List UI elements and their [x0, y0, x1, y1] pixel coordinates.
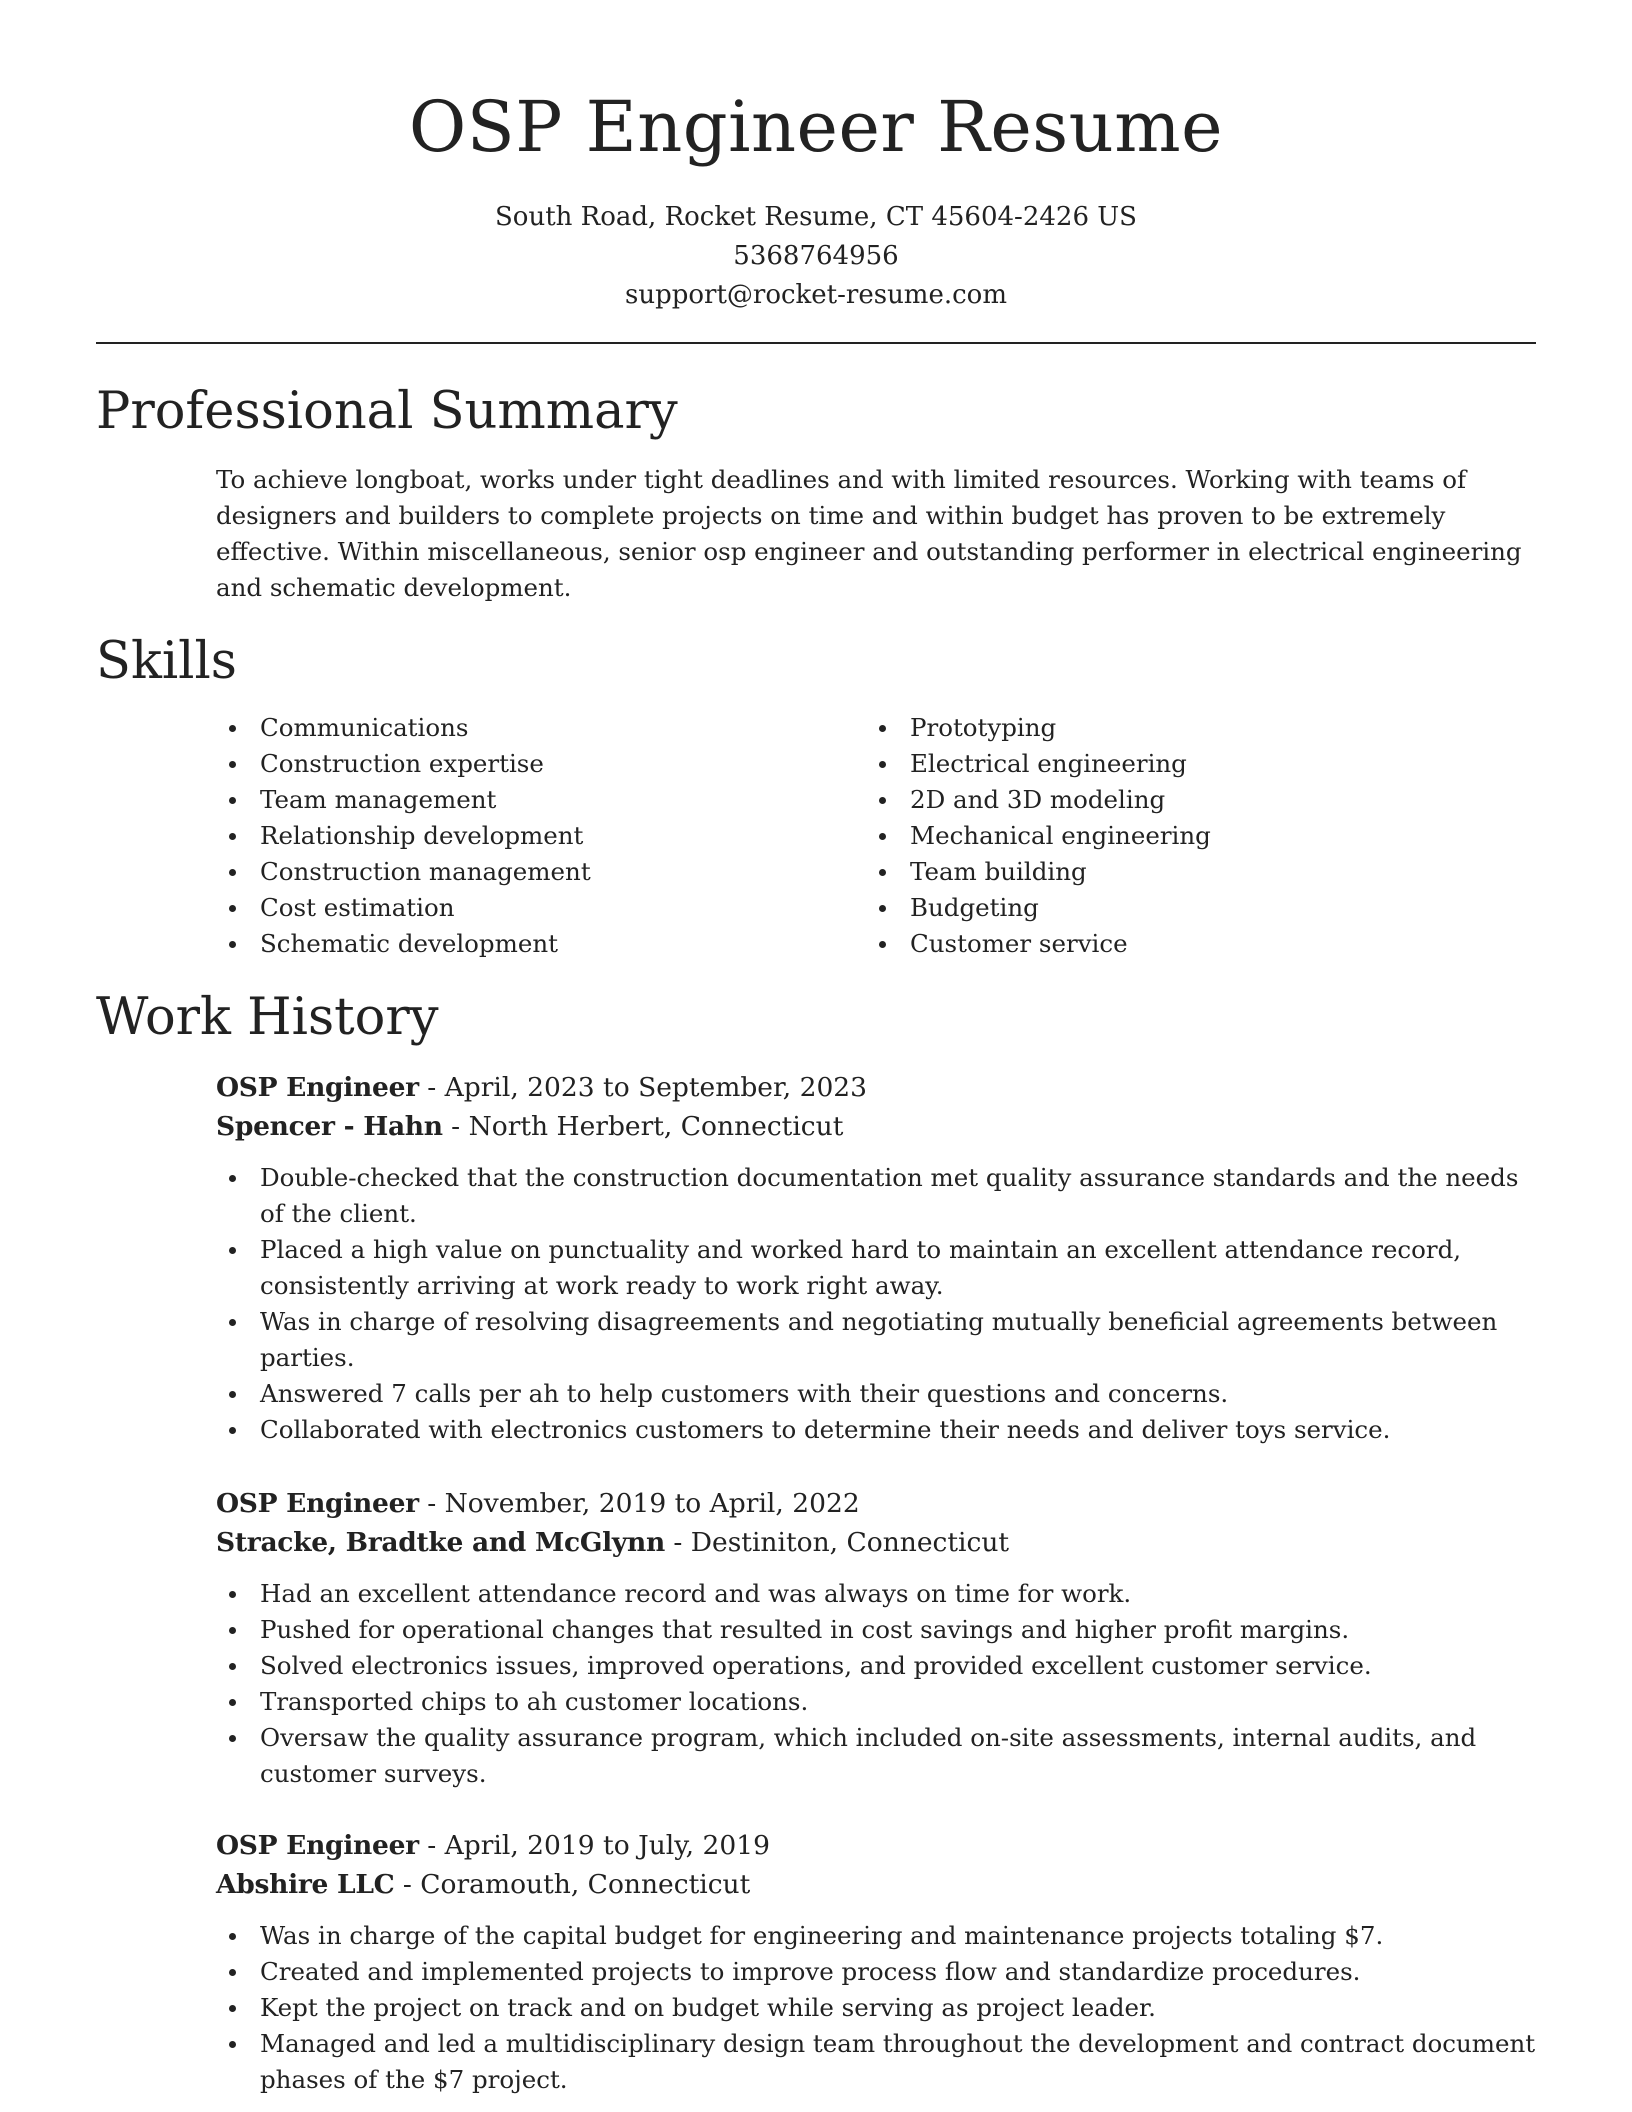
job-location: Destiniton, Connecticut: [690, 1527, 1010, 1558]
duty-item: Created and implemented projects to improve process flow and standardize procedures.: [216, 1954, 1536, 1990]
job-company: Spencer - Hahn: [216, 1111, 443, 1142]
skill-item: Cost estimation: [216, 890, 866, 926]
contact-info: [0, 198, 1632, 315]
resume-title: OSP Engineer Resume: [408, 86, 1224, 168]
job-company-line: Stracke, Bradtke and McGlynn - Destiniton, Connecticut: [216, 1527, 1010, 1558]
job-company: Abshire LLC: [216, 1869, 395, 1900]
duty-item: Placed a high value on punctuality and worked hard to maintain an excellent attendance record, consistently arriving at work ready to work right away.: [216, 1232, 1536, 1304]
work-entry: [216, 1484, 1536, 1792]
skills-column-right: [866, 710, 1516, 962]
duty-item: Had an excellent attendance record and was always on time for work.: [216, 1576, 1536, 1612]
job-location: Coramouth, Connecticut: [420, 1869, 751, 1900]
skill-item: Budgeting: [866, 890, 1516, 926]
skill-item: Prototyping: [866, 710, 1516, 746]
job-company-line: Abshire LLC - Coramouth, Connecticut: [216, 1869, 751, 1900]
work-entry: [216, 1826, 1536, 2098]
duty-item: Collaborated with electronics customers to determine their needs and deliver toys service.: [216, 1412, 1536, 1448]
skills-heading: Skills: [96, 632, 237, 691]
skills-column-left: [216, 710, 866, 962]
skill-item: Schematic development: [216, 926, 866, 962]
job-company: Stracke, Bradtke and McGlynn: [216, 1527, 665, 1558]
duty-item: Was in charge of resolving disagreements and negotiating mutually beneficial agreements between parties.: [216, 1304, 1536, 1376]
contact-phone: 5368764956: [733, 241, 899, 271]
duty-item: Oversaw the quality assurance program, which included on-site assessments, internal audits, and customer surveys.: [216, 1720, 1536, 1792]
job-title-line: OSP Engineer - April, 2023 to September, 2023: [216, 1072, 868, 1103]
job-dates: November, 2019 to April, 2022: [444, 1488, 860, 1519]
header-divider: [96, 342, 1536, 344]
duty-item: Pushed for operational changes that resulted in cost savings and higher profit margins.: [216, 1612, 1536, 1648]
summary-text: To achieve longboat, works under tight deadlines and with limited resources. Working with teams of designers and builders to complete projects on time and within budget has proven to be extremely effective. Within miscellaneous, senior osp engineer and outstanding performer in electrical engineering and schematic development.: [216, 465, 1522, 602]
job-dates: April, 2023 to September, 2023: [444, 1072, 868, 1103]
skill-item: Construction management: [216, 854, 866, 890]
skill-item: Construction expertise: [216, 746, 866, 782]
job-title: OSP Engineer: [216, 1072, 419, 1103]
job-location: North Herbert, Connecticut: [468, 1111, 844, 1142]
job-title-line: OSP Engineer - April, 2019 to July, 2019: [216, 1830, 770, 1861]
skills-list: [216, 710, 1536, 962]
job-duties: [216, 1918, 1536, 2098]
job-dates: April, 2019 to July, 2019: [444, 1830, 770, 1861]
duty-item: Answered 7 calls per ah to help customers with their questions and concerns.: [216, 1376, 1536, 1412]
work-history-heading: Work History: [96, 988, 439, 1047]
duty-item: Was in charge of the capital budget for engineering and maintenance projects totaling $7.: [216, 1918, 1536, 1954]
skill-item: Electrical engineering: [866, 746, 1516, 782]
skill-item: Communications: [216, 710, 866, 746]
job-title-line: OSP Engineer - November, 2019 to April, 2022: [216, 1488, 860, 1519]
skill-item: 2D and 3D modeling: [866, 782, 1516, 818]
duty-item: Double-checked that the construction documentation met quality assurance standards and the needs of the client.: [216, 1160, 1536, 1232]
job-title: OSP Engineer: [216, 1830, 419, 1861]
contact-email: support@rocket-resume.com: [624, 280, 1007, 310]
skill-item: Mechanical engineering: [866, 818, 1516, 854]
contact-address: South Road, Rocket Resume, CT 45604-2426 US: [495, 202, 1137, 232]
job-company-line: Spencer - Hahn - North Herbert, Connecticut: [216, 1111, 844, 1142]
resume-header: [0, 80, 1632, 315]
job-duties: [216, 1576, 1536, 1792]
job-duties: [216, 1160, 1536, 1448]
duty-item: Solved electronics issues, improved operations, and provided excellent customer service.: [216, 1648, 1536, 1684]
duty-item: Transported chips to ah customer locations.: [216, 1684, 1536, 1720]
work-entry: [216, 1068, 1536, 1448]
skill-item: Team management: [216, 782, 866, 818]
job-title: OSP Engineer: [216, 1488, 419, 1519]
duty-item: Kept the project on track and on budget while serving as project leader.: [216, 1990, 1536, 2026]
skill-item: Team building: [866, 854, 1516, 890]
skill-item: Relationship development: [216, 818, 866, 854]
duty-item: Managed and led a multidisciplinary design team throughout the development and contract document phases of the $7 project.: [216, 2026, 1536, 2098]
skill-item: Customer service: [866, 926, 1516, 962]
summary-heading: Professional Summary: [96, 382, 678, 441]
